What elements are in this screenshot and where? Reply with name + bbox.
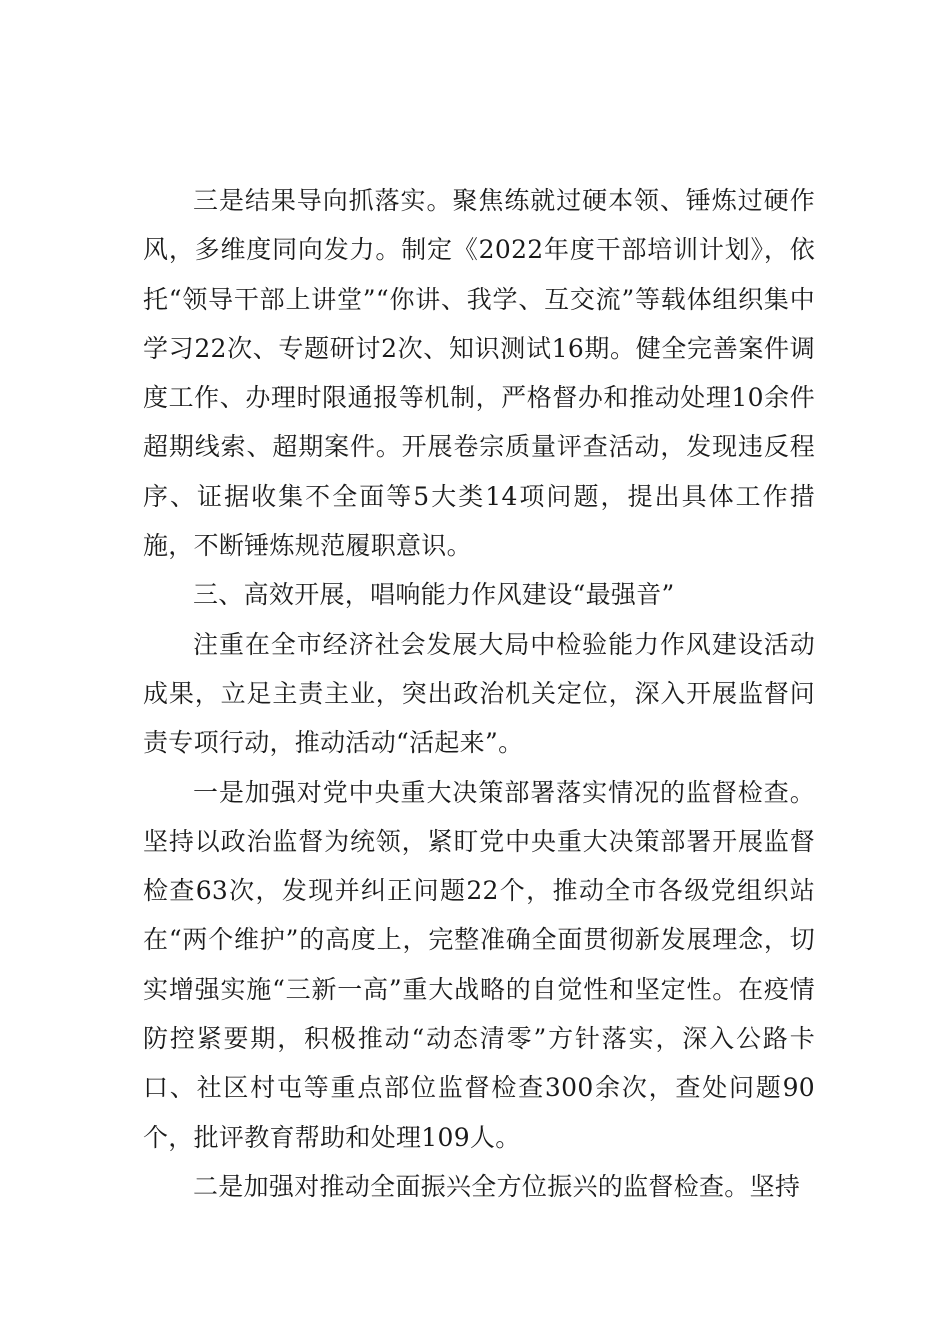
paragraph-supervision-point-two: 二是加强对推动全面振兴全方位振兴的监督检查。坚持 xyxy=(193,1171,801,1201)
paragraph-supervision-point-one: 一是加强对党中央重大决策部署落实情况的监督检查。坚持以政治监督为统领，紧盯党中央重大决策部署开展监督检查63次，发现并纠正问题22个，推动全市各级党组织站在“两个维护”的高度上，完整准确全面贯彻新发展理念，切实增强实施“三新一高”重大战略的自觉性和坚定性。在疫情防控紧要期，积极推动“动态清零”方针落实，深入公路卡口、社区村屯等重点部位监督检查300余次，查处问题90个，批评教育帮助和处理109人。 xyxy=(143,777,815,1152)
paragraph-section-intro: 注重在全市经济社会发展大局中检验能力作风建设活动成果，立足主责主业，突出政治机关定位，深入开展监督问责专项行动，推动活动“活起来”。 xyxy=(143,629,815,758)
section-heading-three: 三、高效开展，唱响能力作风建设“最强音” xyxy=(193,580,675,610)
document-body xyxy=(143,176,815,1211)
paragraph-results-oriented: 三是结果导向抓落实。聚焦练就过硬本领、锤炼过硬作风，多维度同向发力。制定《2022年度干部培训计划》，依托“领导干部上讲堂”“你讲、我学、互交流”等载体组织集中学习22次、专题研讨2次、知识测试16期。健全完善案件调度工作、办理时限通报等机制，严格督办和推动处理10余件超期线索、超期案件。开展卷宗质量评查活动，发现违反程序、证据收集不全面等5大类14项问题，提出具体工作措施，不断锤炼规范履职意识。 xyxy=(143,186,815,561)
